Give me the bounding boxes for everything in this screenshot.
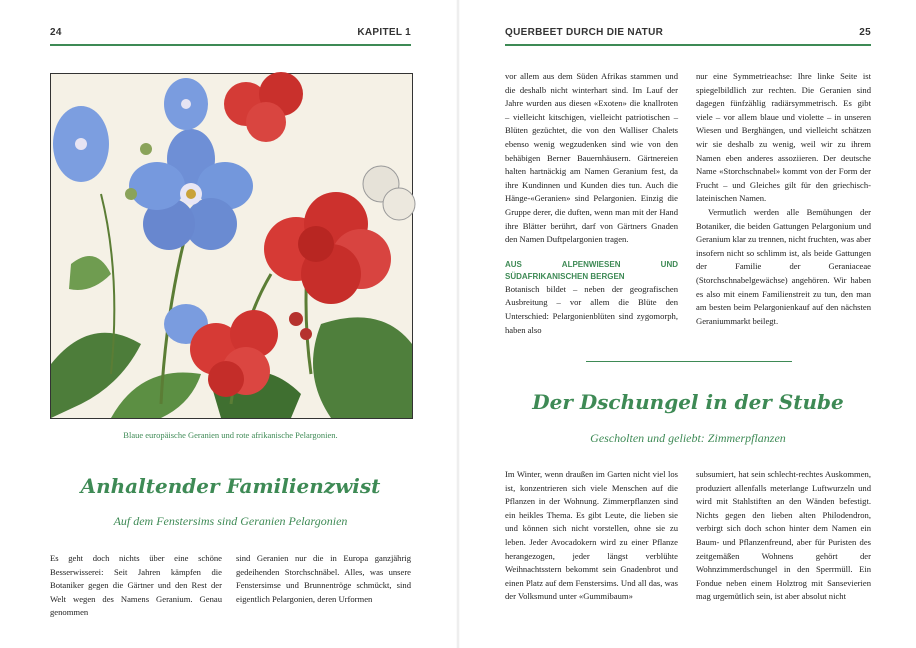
right-column-1-top (505, 70, 678, 340)
paragraph: Vermutlich werden alle Bemühungen der Botaniker, die beiden Gattungen Pelargonium und Geranium klar zu trennen, nicht fruchten, was aber insofern nicht so schlimm ist, als beide Gattungen der Familie der Geraniaceae (Storchschnabelgewächse) angehören. Wir haben es also mit einem Familienstreit zu tun, den man am besten beim Pelargonienkauf auf den nächsten Geraniummarkt beilegt. (696, 206, 871, 326)
section-heading: AUS ALPENWIESEN UND SÜDAFRIKANISCHEN BERGEN (505, 259, 678, 281)
chapter-subtitle-left: Auf dem Fenstersims sind Geranien Pelargonien (113, 514, 348, 528)
paragraph: sind Geranien nur die in Europa ganzjährig gedeihenden Storchschnäbel. Alles, was unsere Fenstersimse und Brunnentröge schmückt, sind eigentlich Pelargonien, deren Urformen (236, 553, 411, 604)
right-column-1-bottom (505, 468, 678, 608)
geranium-illustration (50, 73, 413, 419)
illustration-caption: Blaue europäische Geranien und rote afrikanische Pelargonien. (123, 430, 338, 440)
right-column-2-top (696, 70, 871, 332)
section-divider (586, 361, 792, 362)
chapter-label: KAPITEL 1 (357, 27, 411, 38)
left-column-1 (50, 552, 222, 618)
header-rule-right (505, 44, 871, 46)
paragraph: nur eine Symmetrieachse: Ihre linke Seite ist spiegelbildlich zur rechten. Die Geranien sind dagegen fünfzählig radiärsymmetrisch. Es gibt viele – vor allem blaue und violette – in unseren Wiesen und Berghängen, und vielleicht schätzen wir sie deshalb zu wenig, weil wir zu ihrem Namen eben anderes assoziieren. Der deutsche Name «Storchschnabel» kommt von der Form der Frucht – und Gleiches gilt für den griechisch-lateinischen Namen. (696, 71, 871, 204)
paragraph: vor allem aus dem Süden Afrikas stammen und die deshalb nicht winterhart sind. Im Lauf der Jahre wurden aus diesen «Exoten» die knallroten – vielleicht kitschigen, vielleicht patriotischen – Blüten gezüchtet, die von den Walliser Chalets ebenso wenig wegzudenken sind wie von den behäbigen Berner Bauernhäusern. Gärtnereien halten hartnäckig am Namen Geranium fest, da ihre Kundinnen und Kunden dies tun. Auch die Hänge-«Geranien» sind Pelargonien. Einzig die Gruppe derer, die duften, wenn man mit der Hand ihre Blätter berührt, darf von Gärtners Gnaden den Namen Duftpelargonien tragen. (505, 71, 678, 245)
page-number-left: 24 (50, 27, 62, 38)
paragraph: Botanisch bildet – neben der geografischen Ausbreitung – vor allem die Blüte den Unterschied: Pelargonienblüten sind zygomorph, haben also (505, 283, 678, 335)
page-number-right: 25 (859, 27, 871, 38)
chapter-title-left: Anhaltender Familienzwist (80, 474, 381, 498)
paragraph: Es geht doch nichts über eine schöne Besserwisserei: Seit Jahren kämpfen die Botaniker gegen die Gärtner und den Rest der Welt wegen des Namens Geranium. Genau genommen (50, 553, 222, 618)
paragraph: subsumiert, hat sein schlecht-rechtes Auskommen, produziert allenfalls meterlange Luftwurzeln und wird mit Stahlstiften an den Wänden befestigt. Nichts gegen den lieben alten Philodendron, verbirgt sich doch schon hinter dem Namen ein Baum- und Pflanzenfreund, aber für Puristen des zeitgemäßen Wohnens gehört der Wohnzimmerdschungel in den Sperrmüll. Ein Fondue neben einem Holztrog mit Sansevierien mag urgemütlich sein, ist aber absolut nicht (696, 469, 871, 602)
chapter-title-right: Der Dschungel in der Stube (532, 390, 844, 414)
chapter-subtitle-right: Gescholten und geliebt: Zimmerpflanzen (590, 431, 786, 445)
left-column-2 (236, 552, 411, 612)
right-column-2-bottom (696, 468, 871, 608)
running-title: QUERBEET DURCH DIE NATUR (505, 27, 664, 38)
paragraph: Im Winter, wenn draußen im Garten nicht viel los ist, konzentrieren sich viele Menschen auf die Pflanzen in der Wohnung. Zimmerpflanzen sind ein heikles Thema. Es gibt Leute, die lieben sie und können sich nicht vorstellen, ohne sie zu leben. Jeder Avocadokern wird zu einer Pflanze herangezogen, jeder längst verblühte Weihnachtsstern bekommt sein Gnadenbrot und einen Platz auf dem Fenstersims. Und all das, was der Volksmund unter «Gummibaum» (505, 469, 678, 602)
header-rule-left (50, 44, 411, 46)
right-page (458, 0, 916, 648)
